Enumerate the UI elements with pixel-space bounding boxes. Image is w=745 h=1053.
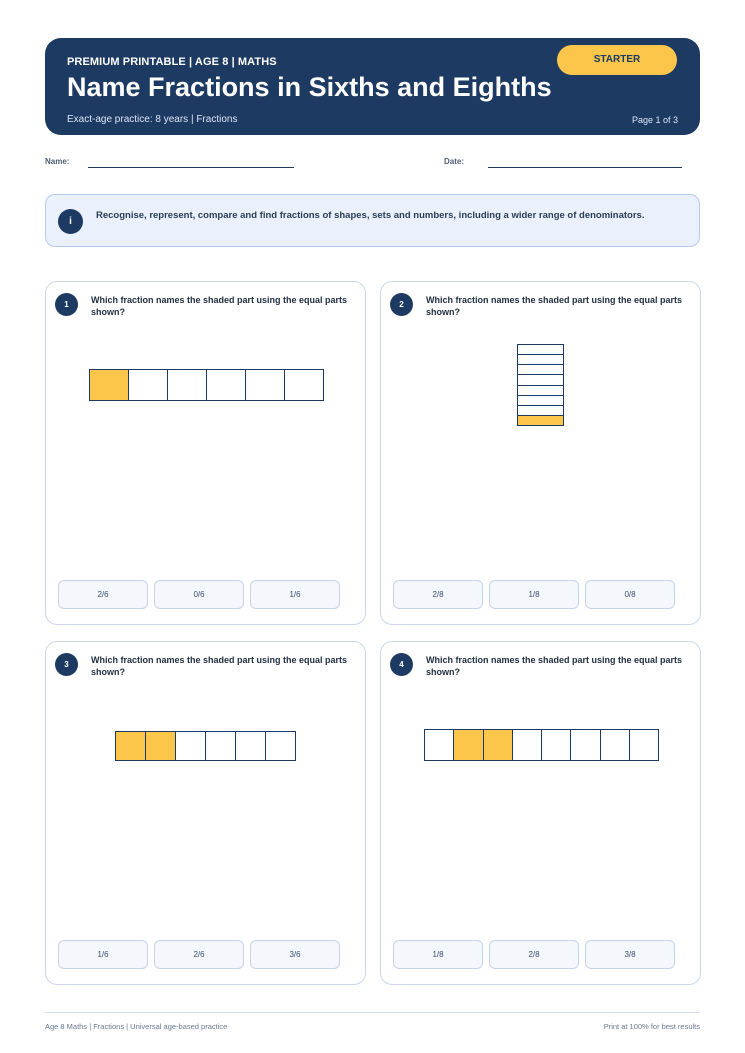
header-subtitle: Exact-age practice: 8 years | Fractions xyxy=(67,114,238,125)
unshaded-part xyxy=(205,731,236,761)
unshaded-part xyxy=(570,729,600,761)
answer-option[interactable]: 2/8 xyxy=(489,940,579,969)
unshaded-part xyxy=(245,369,285,401)
fraction-strip xyxy=(424,729,658,761)
answer-option[interactable]: 1/6 xyxy=(250,580,340,609)
question-number: 1 xyxy=(55,293,78,316)
unshaded-part xyxy=(600,729,630,761)
date-label: Date: xyxy=(444,157,465,166)
page-number: Page 1 of 3 xyxy=(631,115,678,125)
question-number: 4 xyxy=(390,653,413,676)
shaded-part xyxy=(145,731,176,761)
fraction-strip xyxy=(115,731,295,761)
question-card-3 xyxy=(45,641,366,985)
shaded-part xyxy=(115,731,146,761)
unshaded-part xyxy=(284,369,324,401)
answer-option[interactable]: 3/8 xyxy=(585,940,675,969)
header-eyebrow: PREMIUM PRINTABLE | AGE 8 | MATHS xyxy=(67,56,277,68)
question-number: 2 xyxy=(390,293,413,316)
answer-option[interactable]: 0/6 xyxy=(154,580,244,609)
unshaded-part xyxy=(541,729,571,761)
info-icon: i xyxy=(58,209,83,234)
objective-text: Recognise, represent, compare and find fractions of shapes, sets and numbers, including a wider range of denominators. xyxy=(96,210,645,221)
answer-option[interactable]: 2/6 xyxy=(58,580,148,609)
footer-divider xyxy=(45,1012,700,1013)
answer-option[interactable]: 2/6 xyxy=(154,940,244,969)
answer-option[interactable]: 1/6 xyxy=(58,940,148,969)
question-text: Which fraction names the shaded part using the equal parts shown? xyxy=(426,295,683,317)
page-title: Name Fractions in Sixths and Eighths xyxy=(67,72,552,102)
answer-option[interactable]: 2/8 xyxy=(393,580,483,609)
worksheet-header xyxy=(45,38,700,135)
unshaded-part xyxy=(175,731,206,761)
shaded-part xyxy=(89,369,129,401)
unshaded-part xyxy=(629,729,659,761)
question-text: Which fraction names the shaded part using the equal parts shown? xyxy=(91,295,348,317)
unshaded-part xyxy=(265,731,296,761)
answer-option[interactable]: 3/6 xyxy=(250,940,340,969)
question-text: Which fraction names the shaded part using the equal parts shown? xyxy=(426,655,683,677)
question-card-2 xyxy=(380,281,701,625)
level-badge: STARTER xyxy=(557,45,677,75)
shaded-part xyxy=(483,729,513,761)
question-card-1 xyxy=(45,281,366,625)
answer-option[interactable]: 0/8 xyxy=(585,580,675,609)
unshaded-part xyxy=(512,729,542,761)
unshaded-part xyxy=(424,729,454,761)
objective-box xyxy=(45,194,700,247)
unshaded-part xyxy=(206,369,246,401)
unshaded-part xyxy=(235,731,266,761)
fraction-strip xyxy=(517,344,564,425)
question-number: 3 xyxy=(55,653,78,676)
footer-right-text: Print at 100% for best results xyxy=(603,1022,700,1031)
answer-option[interactable]: 1/8 xyxy=(393,940,483,969)
date-field[interactable] xyxy=(488,167,682,168)
question-card-4 xyxy=(380,641,701,985)
shaded-part xyxy=(517,415,564,426)
answer-option[interactable]: 1/8 xyxy=(489,580,579,609)
name-field[interactable] xyxy=(88,167,294,168)
question-text: Which fraction names the shaded part using the equal parts shown? xyxy=(91,655,348,677)
footer-left-text: Age 8 Maths | Fractions | Universal age-based practice xyxy=(45,1022,228,1031)
shaded-part xyxy=(453,729,483,761)
unshaded-part xyxy=(167,369,207,401)
name-label: Name: xyxy=(45,157,70,166)
fraction-strip xyxy=(89,369,323,401)
unshaded-part xyxy=(128,369,168,401)
